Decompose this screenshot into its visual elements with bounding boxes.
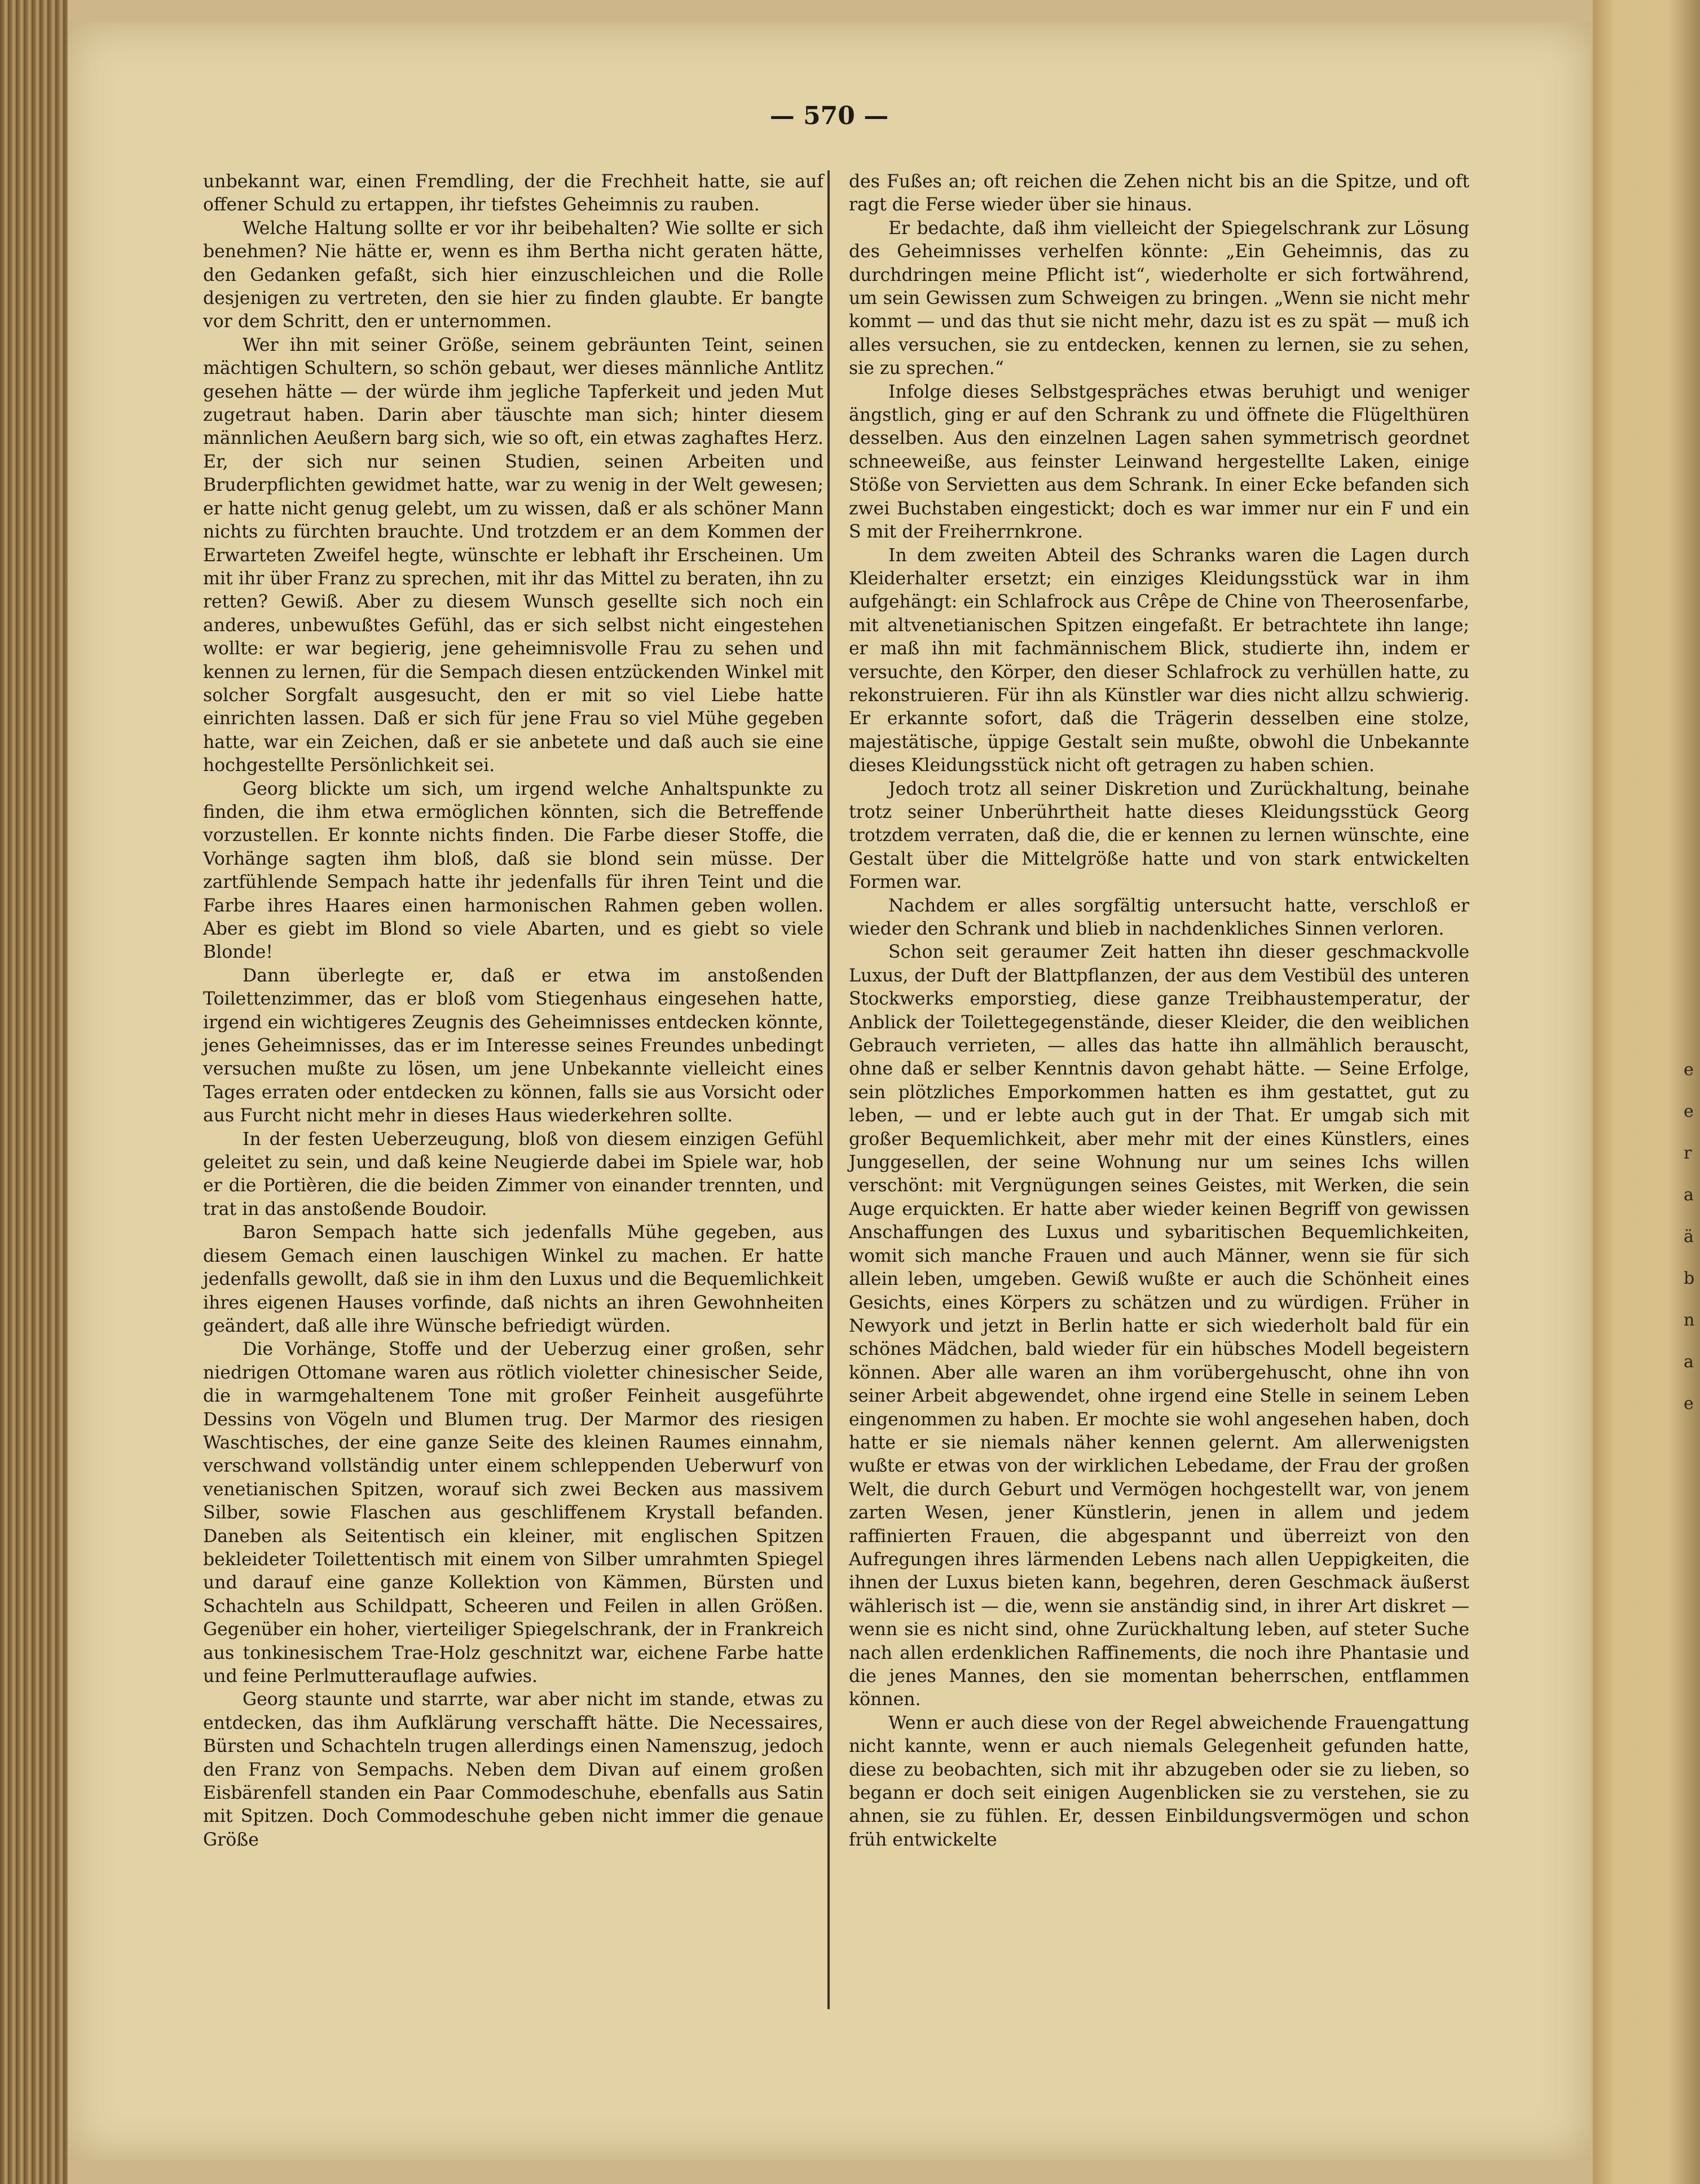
fragment-letter: b (1684, 1269, 1695, 1288)
paragraph: Schon seit geraumer Zeit hatten ihn dieser geschmackvolle Luxus, der Duft der Blattpflanzen, der aus dem Vestibül des unteren Stockwerks emporstieg, diese ganze Treibhaustemperatur, der Anblick der Toilettegegenstände, dieser Kleider, die den weiblichen Gebrauch verrieten, — alles das hatte ihn allmählich berauscht, ohne daß er selber Kenntnis davon gehabt hätte. — Seine Erfolge, sein plötzliches Emporkommen hatten es ihm gestattet, gut zu leben, — und er lebte auch gut in der That. Er umgab sich mit großer Bequemlichkeit, aber mehr mit der eines Künstlers, eines Junggesellen, der seine Wohnung nur um seines Ichs willen verschönt: mit Vergnügungen seines Geistes, mit Werken, die sein Auge erquickten. Er hatte aber wieder keinen Begriff von gewissen Anschaffungen des Luxus und sybaritischen Bequemlichkeiten, womit sich manche Frauen und auch Männer, wenn sie für sich allein leben, umgeben. Gewiß wußte er auch die Schönheit eines Gesichts, eines Körpers zu schätzen und zu würdigen. Früher in Newyork und jetzt in Berlin hatte er sich wiederholt bald für ein schönes Mädchen, bald wieder für ein hübsches Modell begeistern können. Aber alle waren an ihm vorübergehuscht, ohne ihn von seiner Arbeit abgewendet, ohne irgend eine Stelle in seinem Leben eingenommen zu haben. Er mochte sie wohl angesehen haben, doch hatte er sie niemals näher kennen gelernt. Am allerwenigsten wußte er etwas von der wirklichen Lebedame, der Frau der großen Welt, die durch Geburt und Vermögen hochgestellt war, von jenem zarten Wesen, jener Künstlerin, jenen in allem und jedem raffinierten Frauen, die abgespannt und überreizt von den Aufregungen ihres lärmenden Lebens nach allen Ueppigkeiten, die ihnen der Luxus bieten kann, begehren, deren Geschmack äußerst wählerisch ist — die, wenn sie anständig sind, in ihrer Art diskret — wenn sie es nicht sind, ohne Zurückhaltung leben, auf steter Suche nach allen erdenklichen Raffinements, die noch ihre Phantasie und die jenes Mannes, den sie momentan beherrschen, entflammen können. (849, 942, 1469, 1710)
paragraph: Wenn er auch diese von der Regel abweichende Frauengattung nicht kannte, wenn er auch niemals Gelegenheit gefunden hatte, diese zu beobachten, sich mit ihr abzugeben oder sie zu lieben, so begann er doch seit einigen Augenblicken sie zu verstehen, sie zu ahnen, sie zu fühlen. Er, dessen Einbildungsvermögen und schon früh entwickelte (849, 1712, 1469, 1850)
fragment-letter: e (1684, 1102, 1694, 1121)
left-text-column (203, 170, 823, 1852)
paragraph: Jedoch trotz all seiner Diskretion und Zurückhaltung, beinahe trotz seiner Unberührtheit hatte dieses Kleidungsstück Georg trotzdem verraten, daß die, die er kennen zu lernen wünschte, eine Gestalt über die Mittelgröße hatte und von stark entwickelten Formen war. (849, 778, 1469, 893)
paragraph: Georg blickte um sich, um irgend welche Anhaltspunkte zu finden, die ihm etwa ermöglichen könnten, sich die Betreffende vorzustellen. Er konnte nichts finden. Die Farbe dieser Stoffe, die Vorhänge sagten ihm bloß, daß sie blond sein müsse. Der zartfühlende Sempach hatte ihr jedenfalls für ihren Teint und die Farbe ihres Haares einen harmonischen Rahmen geben wollen. Aber es giebt im Blond so viele Abarten, und es giebt so viele Blonde! (203, 778, 823, 963)
fragment-letter: e (1684, 1060, 1694, 1080)
paragraph: des Fußes an; oft reichen die Zehen nicht bis an die Spitze, und oft ragt die Ferse wieder über sie hinaus. (849, 171, 1469, 215)
fragment-letter: a (1684, 1185, 1694, 1205)
book-page (68, 23, 1591, 2160)
page-number: — 570 — (769, 102, 889, 130)
paragraph: unbekannt war, einen Fremdling, der die Frechheit hatte, sie auf offener Schuld zu ertappen, ihr tiefstes Geheimnis zu rauben. (203, 171, 823, 215)
fragment-letter: e (1684, 1394, 1694, 1414)
fragment-letter: r (1684, 1143, 1692, 1163)
fragment-letter: a (1684, 1352, 1694, 1372)
paragraph: Georg staunte und starrte, war aber nicht im stande, etwas zu entdecken, das ihm Aufklärung verschafft hätte. Die Necessaires, Bürsten und Schachteln trugen allerdings einen Namenszug, jedoch den Franz von Sempachs. Neben dem Divan auf einem großen Eisbärenfell standen ein Paar Commodeschuhe, ebenfalls aus Satin mit Spitzen. Doch Commodeschuhe geben nicht immer die genaue Größe (203, 1689, 823, 1850)
paragraph: Er bedachte, daß ihm vielleicht der Spiegelschrank zur Lösung des Geheimnisses verhelfen könnte: „Ein Geheimnis, das zu durchdringen meine Pflicht ist“, wiederholte er sich fortwährend, um sein Gewissen zum Schweigen zu bringen. „Wenn sie nicht mehr kommt — und das thut sie nicht mehr, dazu ist es zu spät — muß ich alles versuchen, sie zu entdecken, kennen zu lernen, sie zu sehen, sie zu sprechen.“ (849, 218, 1469, 379)
paragraph: Die Vorhänge, Stoffe und der Ueberzug einer großen, sehr niedrigen Ottomane waren aus rötlich violetter chinesischer Seide, die in warmgehaltenem Tone mit großer Feinheit ausgeführte Dessins von Vögeln und Blumen trug. Der Marmor des riesigen Waschtisches, der eine ganze Seite des kleinen Raumes einnahm, verschwand vollständig unter einem schleppenden Ueberwurf von venetianischen Spitzen, worauf sich zwei Becken aus massivem Silber, sowie Flaschen aus geschliffenem Krystall befanden. Daneben als Seitentisch ein kleiner, mit englischen Spitzen bekleideter Toilettentisch mit einem von Silber umrahmten Spiegel und darauf eine ganze Kollektion von Kämmen, Bürsten und Schachteln aus Schildpatt, Scheeren und Feilen in allen Größen. Gegenüber ein hoher, vierteiliger Spiegelschrank, der in Frankreich aus tonkinesischem Trae-Holz geschnitzt war, eichene Farbe hatte und feine Perlmutterauflage aufwies. (203, 1339, 823, 1687)
paragraph: Baron Sempach hatte sich jedenfalls Mühe gegeben, aus diesem Gemach einen lauschigen Winkel zu machen. Er hatte jedenfalls gewollt, daß sie in ihm den Luxus und die Bequemlichkeit ihres eigenen Hauses vorfinde, daß nichts an ihren Gewohnheiten geändert, daß alle ihre Wünsche befriedigt würden. (203, 1222, 823, 1336)
column-divider (827, 170, 830, 2009)
paragraph: Infolge dieses Selbstgespräches etwas beruhigt und weniger ängstlich, ging er auf den Schrank zu und öffnete die Flügelthüren desselben. Aus den einzelnen Lagen sahen symmetrisch geordnet schneeweiße, aus feinster Leinwand hergestellte Laken, einige Stöße von Servietten aus dem Schrank. In einer Ecke befanden sich zwei Buchstaben eingestickt; doch es war immer nur ein F und ein S mit der Freiherrnkrone. (849, 381, 1469, 543)
right-text-column (849, 170, 1469, 1852)
fragment-letter: n (1684, 1310, 1695, 1330)
paragraph: In dem zweiten Abteil des Schranks waren die Lagen durch Kleiderhalter ersetzt; ein einziges Kleidungsstück war in ihm aufgehängt: ein Schlafrock aus Crêpe de Chine von Theerosenfarbe, mit altvenetianischen Spitzen eingefaßt. Er betrachtete ihn lange; er maß ihn mit fachmännischem Blick, studierte ihn, indem er versuchte, den Körper, den dieser Schlafrock zu verhüllen hatte, zu rekonstruieren. Für ihn als Künstler war dies nicht allzu schwierig. Er erkannte sofort, daß die Trägerin desselben eine stolze, majestätische, üppige Gestalt sein mußte, obwohl die Unbekannte dieses Kleidungsstück nicht oft getragen zu haben schien. (849, 545, 1469, 776)
paragraph: Welche Haltung sollte er vor ihr beibehalten? Wie sollte er sich benehmen? Nie hätte er, wenn es ihm Bertha nicht geraten hätte, den Gedanken gefaßt, sich hier einzuschleichen und die Rolle desjenigen zu vertreten, den sie hier zu finden glaubte. Er bangte vor dem Schritt, den er unternommen. (203, 218, 823, 332)
next-page-text-fragments (1684, 1049, 1700, 1425)
paragraph: Nachdem er alles sorgfältig untersucht hatte, verschloß er wieder den Schrank und blieb in nachdenkliches Sinnen verloren. (849, 895, 1469, 939)
paragraph: Dann überlegte er, daß er etwa im anstoßenden Toilettenzimmer, das er bloß vom Stiegenhaus eingesehen hatte, irgend ein wichtigeres Zeugnis des Geheimnisses entdecken könnte, jenes Geheimnisses, das er im Interesse seines Freundes unbedingt versuchen mußte zu lösen, um jene Unbekannte vielleicht eines Tages erraten oder entdecken zu können, falls sie aus Vorsicht oder aus Furcht nicht mehr in dieses Haus wiederkehren sollte. (203, 965, 823, 1126)
fragment-letter: ä (1684, 1227, 1694, 1247)
book-binding-edge (0, 0, 68, 2184)
paragraph: Wer ihn mit seiner Größe, seinem gebräunten Teint, seinen mächtigen Schultern, so schön gebaut, wer dieses männliche Antlitz gesehen hätte — der würde ihm jegliche Tapferkeit und jeden Mut zugetraut haben. Darin aber täuschte man sich; hinter diesem männlichen Aeußern barg sich, wie so oft, ein etwas zaghaftes Herz. Er, der sich nur seinen Studien, seinen Arbeiten und Bruderpflichten gewidmet hatte, war zu wenig in der Welt gewesen; er hatte nicht genug gelebt, um zu wissen, daß er als schöner Mann nichts zu fürchten brauchte. Und trotzdem er an dem Kommen der Erwarteten Zweifel hegte, wünschte er lebhaft ihr Erscheinen. Um mit ihr über Franz zu sprechen, mit ihr das Mittel zu beraten, ihn zu retten? Gewiß. Aber zu diesem Wunsch gesellte sich noch ein anderes, unbewußtes Gefühl, das er sich selbst nicht eingestehen wollte: er war begierig, jene geheimnisvolle Frau zu sehen und kennen zu lernen, für die Sempach diesen entzückenden Winkel mit solcher Sorgfalt ausgesucht, den er mit so viel Liebe hatte einrichten lassen. Daß er sich für jene Frau so viel Mühe gegeben hatte, war ein Zeichen, daß er sie anbetete und daß auch sie eine hochgestellte Persönlichkeit sei. (203, 334, 823, 776)
paragraph: In der festen Ueberzeugung, bloß von diesem einzigen Gefühl geleitet zu sein, und daß keine Neugierde dabei im Spiele war, hob er die Portièren, die die beiden Zimmer von einander trennten, und trat in das anstoßende Boudoir. (203, 1129, 823, 1219)
